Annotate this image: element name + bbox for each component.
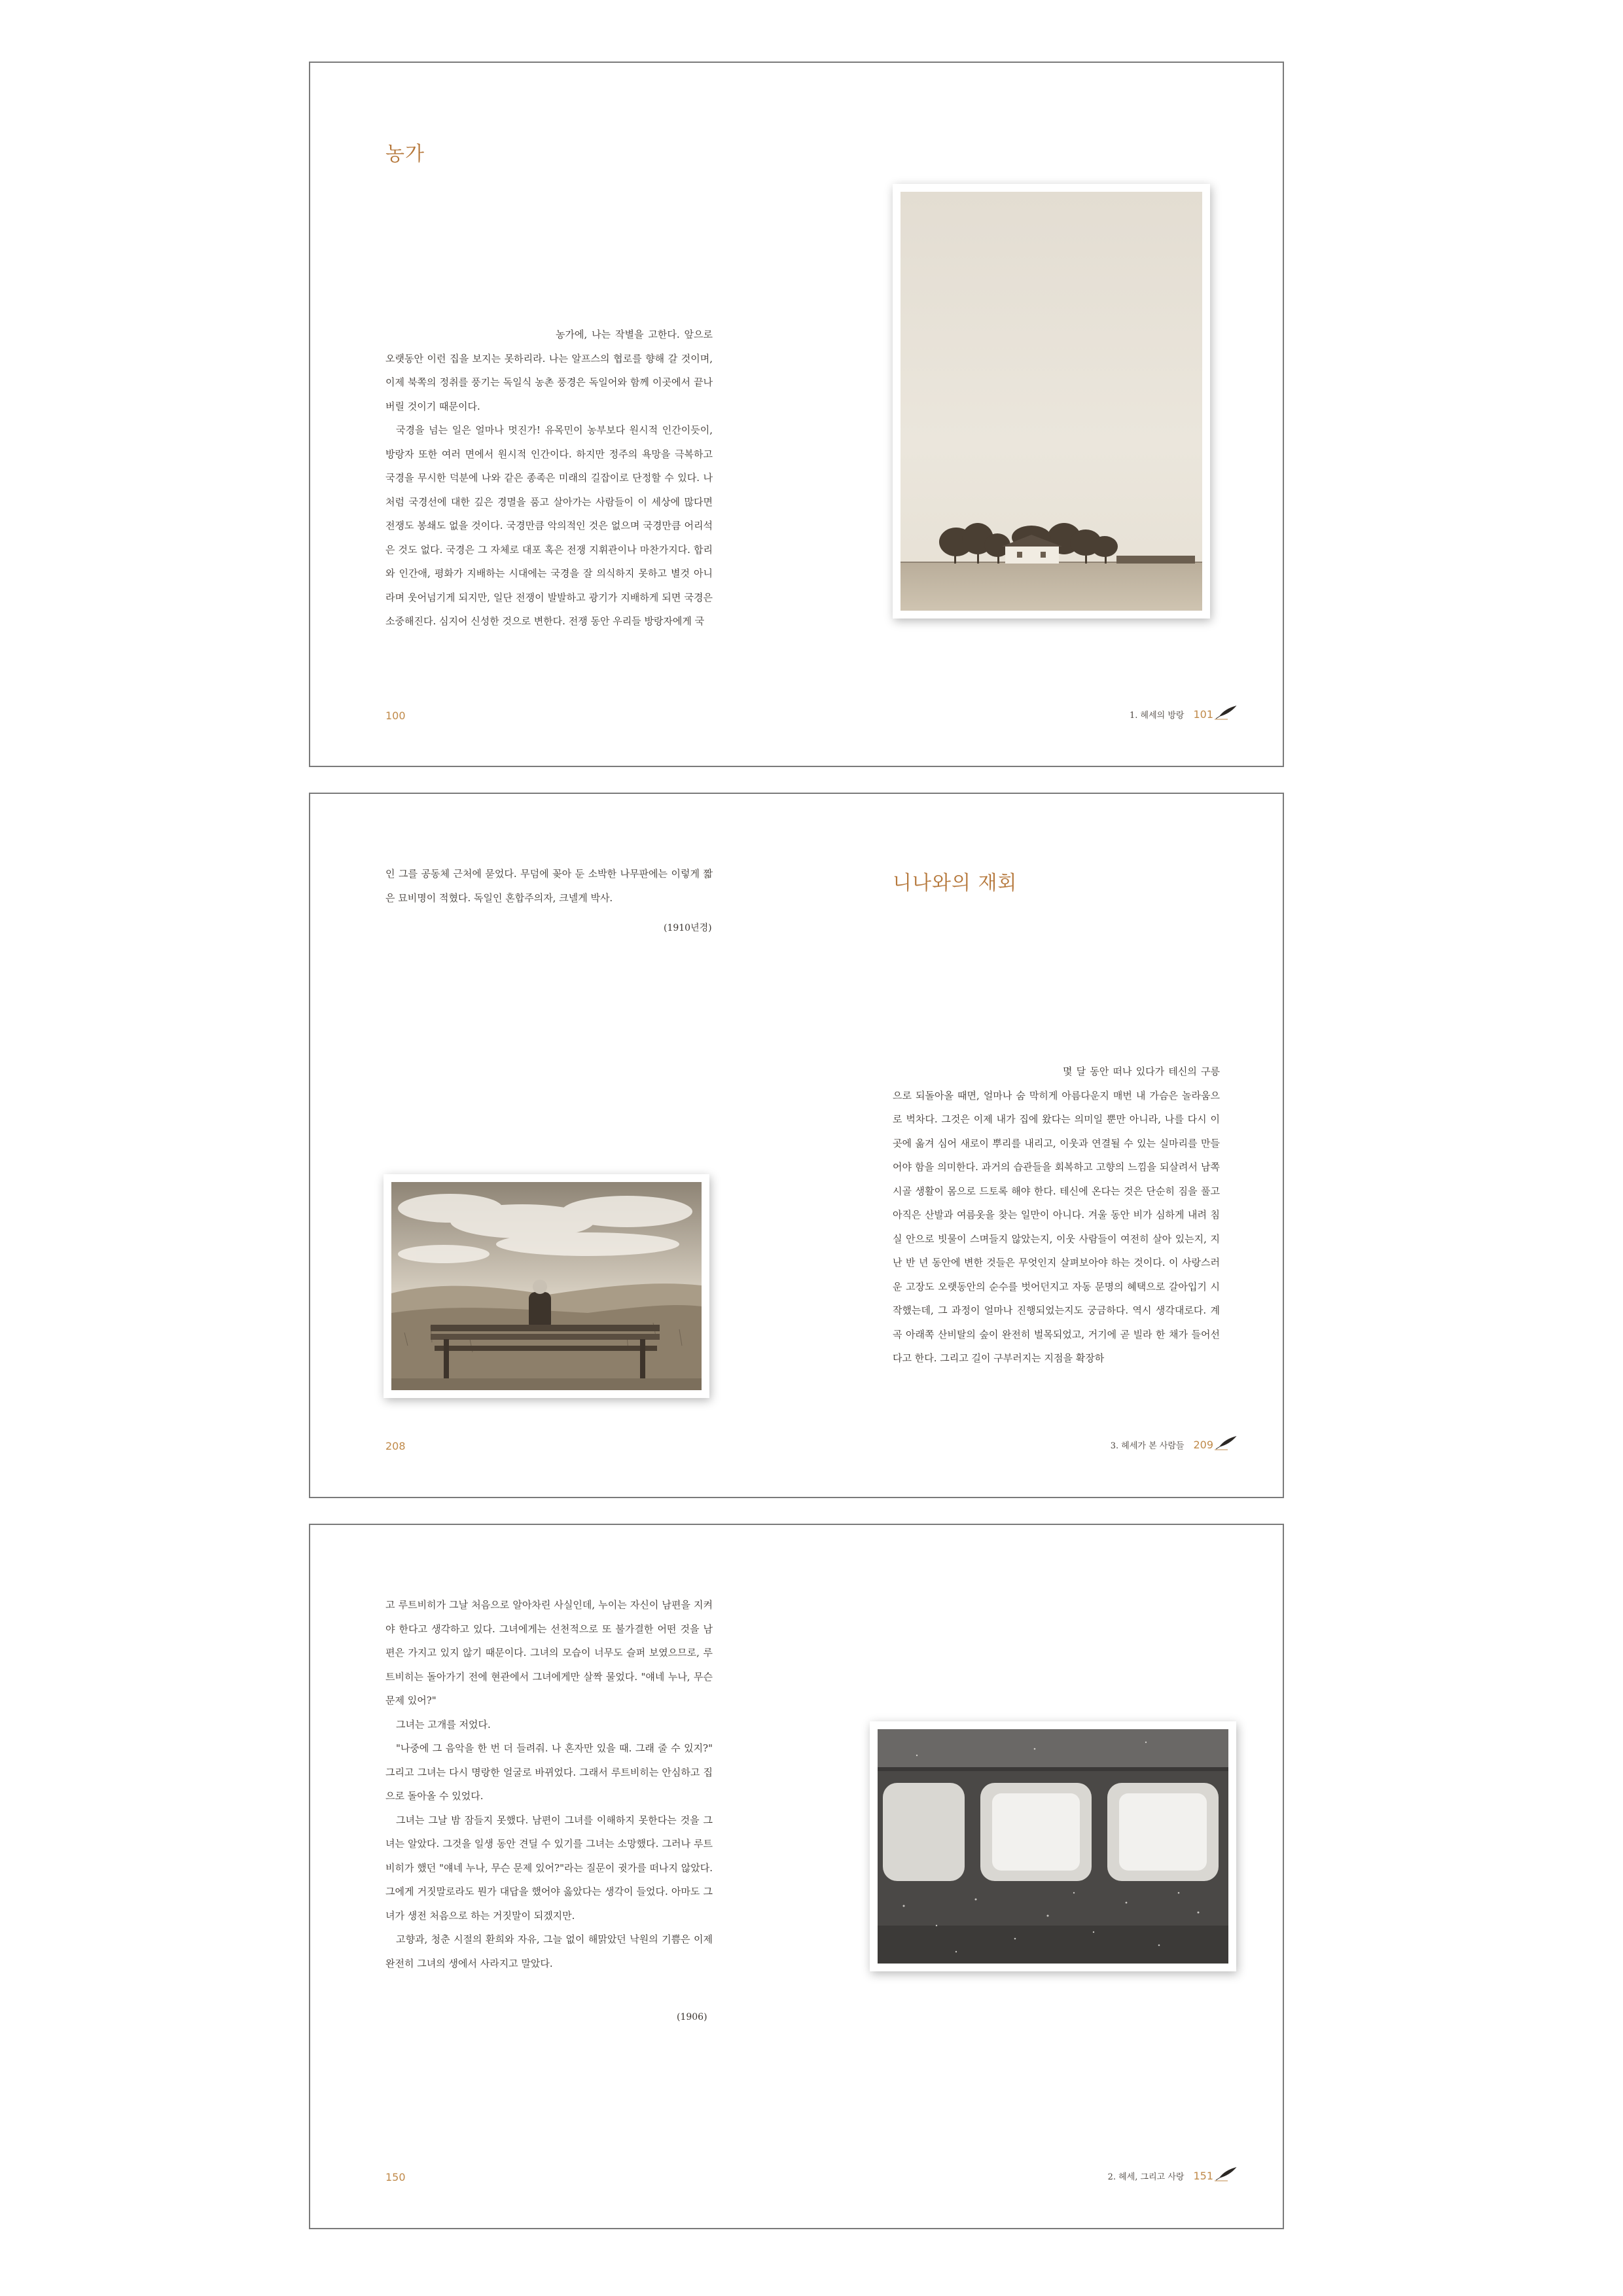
- quill-icon: [1215, 1436, 1237, 1450]
- running-title: 3. 헤세가 본 사람들: [1110, 1441, 1185, 1451]
- year-note: (1906): [677, 2012, 707, 2022]
- page-number-right: 101: [1193, 708, 1213, 721]
- page-number-right: 151: [1193, 2170, 1213, 2182]
- quill-icon: [1215, 2167, 1237, 2181]
- paragraph: 인 그를 공동체 근처에 묻었다. 무덤에 꽂아 둔 소박한 나무판에는 이렇게 짧은 묘비명이 적혔다. 독일인 혼합주의자, 크넬게 박사.: [385, 868, 713, 904]
- page-number-left: 150: [385, 2171, 406, 2183]
- paragraph: 몇 달 동안 떠나 있다가 테신의 구릉으로 되돌아올 때면, 얼마나 숨 막히게 아름다운지 매번 내 가슴은 놀라움으로 벅차다. 그것은 이제 내가 집에 왔다는 의미일 뿐만 아니라, 나를 다시 이곳에 옮겨 심어 새로이 뿌리를 내리고, 이웃과 연결될 수 있는 실마리를 만들어야 함을 의미한다. 과거의 습관들을 회복하고 고향의 느낌을 되살려서 남쪽 시골 생활이 몸으로 드토록 해야 한다. 테신에 온다는 것은 단순히 짐을 풀고 아직은 산발과 여름옷을 찾는 일만이 아니다. 겨울 동안 비가 심하게 내려 침실 안으로 빗물이 스며들지 않았는지, 이웃 사람들이 여전히 살아 있는지, 지난 반 년 동안에 변한 것들은 무엇인지 살펴보아야 하는 것이다. 이 사랑스러운 고장도 오랫동안의 순수를 벗어던지고 자동 문명의 혜택으로 갈아입기 시작했는데, 그 과정이 얼마나 진행되었는지도 궁금하다. 역시 생각대로다. 계곡 아래쪽 산비탈의 숲이 완전히 벌목되었고, 거기에 곧 빌라 한 채가 들어선다고 한다. 그리고 길이 구부러지는 지점을 확장하: [893, 1066, 1220, 1364]
- bench-image: [391, 1182, 702, 1390]
- running-header-right: [1108, 2167, 1237, 2182]
- chapter-title: 니나와의 재회: [893, 872, 1018, 895]
- farmhouse-image: [901, 192, 1202, 611]
- train-image: [878, 1729, 1228, 1964]
- body-text-right: [893, 1060, 1220, 1371]
- page-number-left: 208: [385, 1440, 406, 1452]
- paragraph: 고 루트비히가 그날 처음으로 알아차린 사실인데, 누이는 자신이 남편을 지켜야 한다고 생각하고 있다. 그녀에게는 선천적으로 또 불가결한 어떤 것을 남편은 가지고 있지 않기 때문이다. 그녀의 모습이 너무도 슬퍼 보였으므로, 루트비히는 돌아가기 전에 현관에서 그녀에게만 살짝 물었다. "얘네 누나, 무슨 문제 있어?": [385, 1599, 713, 1706]
- paragraph: 농가에, 나는 작별을 고한다. 앞으로 오랫동안 이런 집을 보지는 못하리라. 나는 알프스의 협로를 향해 갈 것이며, 이제 북쪽의 정취를 풍기는 독일식 농촌 풍경은 독일어와 함께 이곳에서 끝나 버릴 것이기 때문이다.: [385, 329, 713, 412]
- body-text: [385, 323, 713, 634]
- paragraph: "나중에 그 음악을 한 번 더 들려줘. 나 혼자만 있을 때. 그래 줄 수 있지?" 그리고 그녀는 다시 명랑한 얼굴로 바뀌었다. 그래서 루트비히는 안심하고 집으로 돌아올 수 있었다.: [385, 1742, 713, 1802]
- body-text-left: [385, 1593, 713, 1975]
- body-text-left: [385, 862, 713, 910]
- page-number-left: 100: [385, 709, 406, 722]
- train-window-photo: [870, 1721, 1236, 1971]
- farmhouse-photo: [893, 184, 1210, 619]
- paragraph: 국경을 넘는 일은 얼마나 멋진가! 유목민이 농부보다 원시적 인간이듯이, 방랑자 또한 여러 면에서 원시적 인간이다. 하지만 정주의 욕망을 극복하고 국경을 무시한 덕분에 나와 같은 종족은 미래의 길잡이로 단정할 수 있다. 나처럼 국경선에 대한 깊은 경멸을 품고 살아가는 사람들이 이 세상에 많다면 전쟁도 봉쇄도 없을 것이다. 국경만큼 악의적인 것은 없으며 국경만큼 어리석은 것도 없다. 국경은 그 자체로 대포 혹은 전쟁 지휘관이나 마찬가지다. 합리와 인간애, 평화가 지배하는 시대에는 국경을 잘 의식하지 못하고 별것 아니라며 웃어넘기게 되지만, 일단 전쟁이 발발하고 광기가 지배하게 되면 국경은 소중해진다. 심지어 신성한 것으로 변한다. 전쟁 동안 우리들 방랑자에게 국: [385, 424, 713, 627]
- running-title: 2. 헤세, 그리고 사랑: [1107, 2172, 1185, 2182]
- running-header-right: [1111, 1436, 1237, 1451]
- year-note: (1910년경): [664, 923, 712, 933]
- running-header-right: [1130, 706, 1237, 721]
- running-title: 1. 헤세의 방랑: [1129, 711, 1185, 721]
- spread-1: [309, 62, 1284, 767]
- spread-2: [309, 793, 1284, 1498]
- page-number-right: 209: [1193, 1439, 1213, 1451]
- paragraph: 그녀는 그날 밤 잠들지 못했다. 남편이 그녀를 이해하지 못한다는 것을 그녀는 알았다. 그것을 일생 동안 견딜 수 있기를 그녀는 소망했다. 그러나 루트비히가 했던 "얘네 누나, 무슨 문제 있어?"라는 질문이 귓가를 떠나지 않았다. 그에게 거짓말로라도 뭔가 대답을 했어야 옳았다는 생각이 들었다. 아마도 그녀가 생전 처음으로 하는 거짓말이 되겠지만.: [385, 1814, 713, 1922]
- bench-photo: [383, 1174, 709, 1398]
- spread-3: [309, 1524, 1284, 2229]
- chapter-title: 농가: [385, 143, 425, 166]
- quill-icon: [1215, 706, 1237, 720]
- paragraph: 그녀는 고개를 저었다.: [396, 1718, 491, 1731]
- paragraph: 고향과, 청춘 시절의 환희와 자유, 그늘 없이 해맑았던 낙원의 기쁨은 이제 완전히 그녀의 생에서 사라지고 말았다.: [385, 1933, 713, 1969]
